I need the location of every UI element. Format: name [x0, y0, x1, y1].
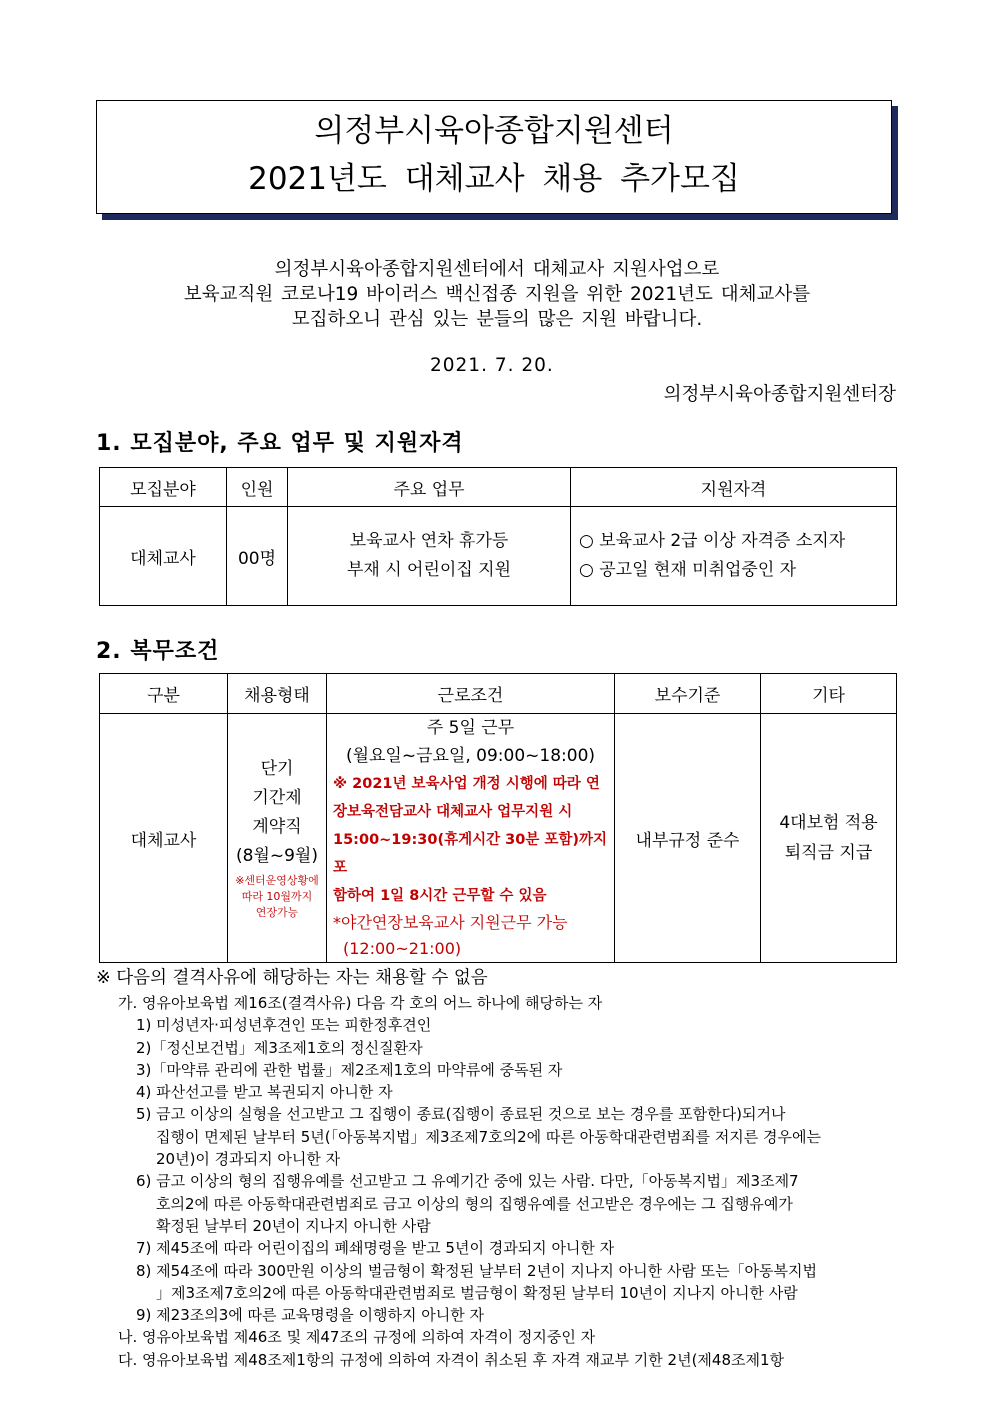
header-category: 구분 — [100, 674, 228, 714]
header-pay-standard: 보수기준 — [615, 674, 761, 714]
work-red-line: 장보육전담교사 대체교사 업무지원 시 — [333, 804, 573, 820]
section2-heading: 2. 복무조건 — [96, 639, 220, 664]
etc-line: 퇴직금 지급 — [784, 843, 873, 863]
list-item: 가. 영유아보육법 제16조(결격사유) 다음 각 호의 어느 하나에 해당하는 자 — [118, 994, 603, 1012]
list-item: 3)「마약류 관리에 관한 법률」제2조제1호의 마약류에 중독된 자 — [136, 1060, 563, 1079]
header-count: 인원 — [227, 468, 288, 507]
work-line: (월요일~금요일, 09:00~18:00) — [345, 746, 596, 766]
list-item: 4) 파산선고를 받고 복권되지 아니한 자 — [136, 1083, 393, 1102]
disqualification-list — [118, 992, 908, 1371]
list-item: 확정된 날부터 20년이 지나지 아니한 사람 — [156, 1216, 431, 1235]
list-item: 나. 영유아보육법 제46조 및 제47조의 규정에 의하여 자격이 정지중인 자 — [118, 1328, 596, 1347]
header-qualification: 지원자격 — [571, 468, 897, 507]
employment-line: 단기 — [260, 759, 294, 779]
extension-note — [228, 873, 326, 921]
table-row — [100, 714, 897, 963]
night-support-hours: (12:00~21:00) — [343, 939, 462, 958]
category-cell: 대체교사 — [100, 714, 228, 963]
employment-line: (8월~9월) — [236, 846, 318, 866]
list-item: 1) 미성년자·피성년후견인 또는 피한정후견인 — [136, 1016, 432, 1035]
header-duty: 주요 업무 — [288, 468, 571, 507]
section1-heading: 1. 모집분야, 주요 업무 및 지원자격 — [96, 431, 464, 456]
qualification-line: ○ 공고일 현재 미취업중인 자 — [579, 560, 797, 580]
list-item: 20년)이 경과되지 아니한 자 — [156, 1150, 341, 1169]
table-header-row — [100, 674, 897, 714]
note-line: 연장가능 — [255, 906, 299, 919]
list-item: 9) 제23조의3에 따른 교육명령을 이행하지 아니한 자 — [136, 1306, 484, 1325]
field-cell: 대체교사 — [100, 507, 227, 606]
duty-line: 보육교사 연차 휴가등 — [349, 531, 509, 551]
list-item: 2)「정신보건법」제3조제1호의 정신질환자 — [136, 1038, 423, 1057]
employment-line: 기간제 — [252, 788, 302, 808]
intro-line: 보육교직원 코로나19 바이러스 백신접종 지원을 위한 2021년도 대체교사를 — [183, 284, 811, 305]
duty-line: 부재 시 어린이집 지원 — [346, 560, 511, 580]
title-organization: 의정부시육아종합지원센터 — [314, 113, 674, 149]
note-line: ※센터운영상황에 — [235, 874, 319, 887]
disqualification-notice: ※ 다음의 결격사유에 해당하는 자는 채용할 수 없음 — [96, 968, 488, 988]
list-item: 다. 영유아보육법 제48조제1항의 규정에 의하여 자격이 취소된 후 자격 재교부 기한 2년(제48조제1항 — [118, 1350, 785, 1369]
etc-line: 4대보험 적용 — [779, 813, 878, 833]
header-employment-type: 채용형태 — [228, 674, 327, 714]
duty-cell — [288, 507, 571, 606]
qualification-cell — [571, 507, 897, 606]
night-support-line: *야간연장보육교사 지원근무 가능 — [333, 913, 568, 932]
work-line: 주 5일 근무 — [426, 718, 515, 738]
work-red-line: 15:00~19:30(휴게시간 30분 포함)까지 포 — [333, 832, 608, 876]
qualification-line: ○ 보육교사 2급 이상 자격증 소지자 — [579, 531, 846, 551]
working-conditions-table — [99, 673, 897, 963]
employment-type-cell — [228, 714, 327, 963]
list-item: 집행이 면제된 날부터 5년(「아동복지법」제3조제7호의2에 따른 아동학대관련범죄를 저지른 경우에는 — [156, 1127, 822, 1146]
list-item: 8) 제54조에 따라 300만원 이상의 벌금형이 확정된 날부터 2년이 지나지 아니한 사람 또는「아동복지법 — [136, 1261, 818, 1280]
center-director: 의정부시육아종합지원센터장 — [663, 384, 896, 405]
intro-paragraph — [60, 257, 934, 332]
note-line: 따라 10월까지 — [241, 890, 313, 903]
list-item: 호의2에 따른 아동학대관련범죄로 금고 이상의 형의 집행유예를 선고받은 경우에는 그 집행유예가 — [156, 1194, 793, 1213]
count-cell: 00명 — [227, 507, 288, 606]
list-item: 6) 금고 이상의 형의 집행유예를 선고받고 그 유예기간 중에 있는 사람. 다만,「아동복지법」제3조제7 — [136, 1172, 799, 1191]
header-field: 모집분야 — [100, 468, 227, 507]
work-red-line: ※ 2021년 보육사업 개정 시행에 따라 연 — [333, 776, 600, 792]
working-conditions-cell — [327, 714, 615, 963]
announcement-date: 2021. 7. 20. — [430, 355, 554, 376]
title-box — [96, 100, 892, 214]
list-item: 7) 제45조에 따라 어린이집의 폐쇄명령을 받고 5년이 경과되지 아니한 자 — [136, 1239, 615, 1258]
header-etc: 기타 — [761, 674, 897, 714]
list-item: 5) 금고 이상의 실형을 선고받고 그 집행이 종료(집행이 종료된 것으로 보는 경우를 포함한다)되거나 — [136, 1105, 786, 1124]
pay-cell: 내부규정 준수 — [615, 714, 761, 963]
work-red-line: 함하여 1일 8시간 근무할 수 있음 — [333, 888, 547, 904]
intro-line: 의정부시육아종합지원센터에서 대체교사 지원사업으로 — [274, 259, 720, 280]
table-row — [100, 507, 897, 606]
header-working-conditions: 근로조건 — [327, 674, 615, 714]
recruitment-table — [99, 467, 897, 606]
etc-cell — [761, 714, 897, 963]
intro-line: 모집하오니 관심 있는 분들의 많은 지원 바랍니다. — [291, 309, 703, 330]
employment-line: 계약직 — [252, 817, 302, 837]
list-item: 」제3조제7호의2에 따른 아동학대관련범죄로 벌금형이 확정된 날부터 10년이 지나지 아니한 사람 — [156, 1283, 798, 1302]
title-recruitment: 2021년도 대체교사 채용 추가모집 — [248, 161, 740, 197]
table-header-row — [100, 468, 897, 507]
